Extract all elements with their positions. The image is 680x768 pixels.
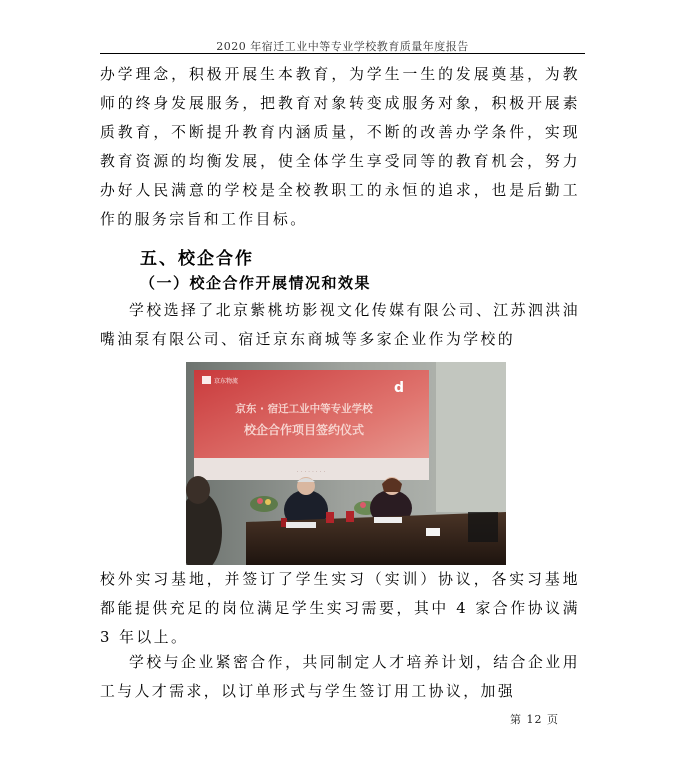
screen-logo-left: 京东物流 [214,378,239,385]
screen-title-line-1: 京东 · 宿迁工业中等专业学校 [235,403,373,415]
paragraph-logistics-goals: 办学理念，积极开展生本教育，为学生一生的发展奠基，为教师的终身发展服务，把教育对象转变成服务对象，积极开展素质教育，不断提升教育内涵质量，不断的改善办学条件，实现教育资源的均衡发展，使全体学生享受同等的教育机会，努力办好人民满意的学校是全校教职工的永恒的追求，也是后勤工作的服务宗旨和工作目标。 [100,66,580,228]
svg-text:· · · · · · · ·: · · · · · · · · [296,469,326,476]
page-header: 2020 年宿迁工业中等专业学校教育质量年度报告 [216,40,469,53]
page-number: 第 12 页 [510,713,559,726]
signing-ceremony-photo [186,362,506,565]
section-heading: 五、校企合作 [140,249,254,269]
paragraph-partner-companies: 学校选择了北京紫桃坊影视文化传媒有限公司、江苏泗洪油嘴油泵有限公司、宿迁京东商城等多家企业作为学校的 [100,302,580,348]
paragraph-internship-bases: 校外实习基地，并签订了学生实习（实训）协议，各实习基地都能提供充足的岗位满足学生实习需要，其中 4 家合作协议满 3 年以上。 [100,571,580,646]
screen-logo-right: d [394,380,405,396]
screen-title-line-2: 校企合作项目签约仪式 [243,423,365,437]
subsection-heading: （一）校企合作开展情况和效果 [140,274,372,292]
header-rule [100,53,585,54]
paragraph-cooperation: 学校与企业紧密合作，共同制定人才培养计划，结合企业用工与人才需求，以订单形式与学生签订用工协议，加强 [100,654,580,700]
